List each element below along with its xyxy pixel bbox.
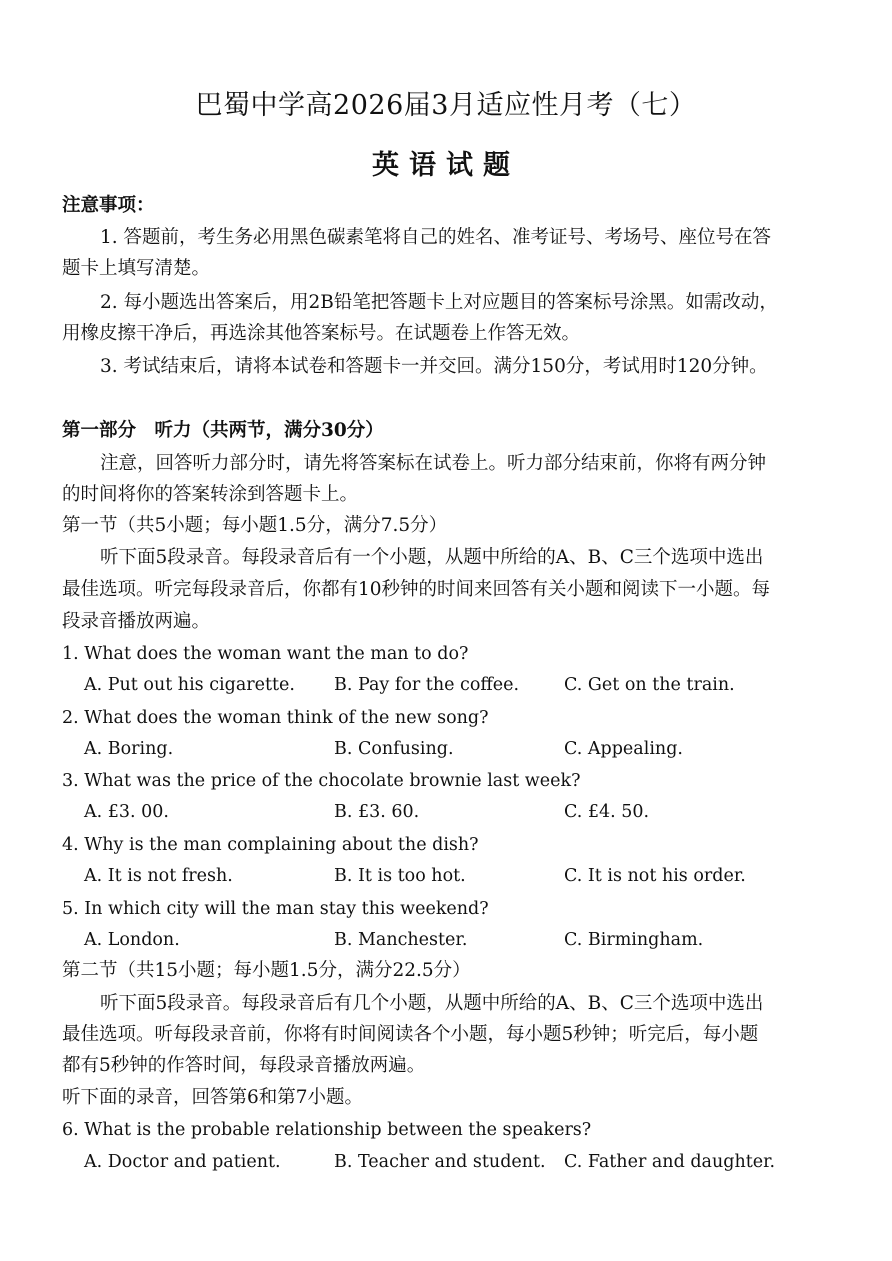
- question-6-option-c: C. Father and daughter.: [564, 1152, 776, 1172]
- question-5-option-a: A. London.: [84, 930, 180, 950]
- section2-instruction-line-2: 最佳选项。听每段录音前，你将有时间阅读各个小题，每小题5秒钟；听完后，每小题: [62, 1024, 759, 1045]
- question-5-option-b: B. Manchester.: [334, 930, 468, 950]
- exam-subject: 英语试题: [372, 150, 520, 181]
- notice-item-1-line-1: 1. 答题前，考生务必用黑色碳素笔将自己的姓名、准考证号、考场号、座位号在答: [100, 227, 772, 248]
- section2-heading: 第二节（共15小题；每小题1.5分，满分22.5分）: [62, 960, 471, 981]
- question-3-option-c: C. £4. 50.: [564, 802, 650, 822]
- question-2-option-b: B. Confusing.: [334, 739, 454, 759]
- question-3: 3. What was the price of the chocolate brownie last week?: [62, 771, 581, 791]
- notice-item-3: 3. 考试结束后，请将本试卷和答题卡一并交回。满分150分，考试用时120分钟。: [100, 356, 768, 377]
- question-5: 5. In which city will the man stay this weekend?: [62, 899, 489, 919]
- section2-sub-instruction: 听下面的录音，回答第6和第7小题。: [62, 1087, 364, 1108]
- question-4-option-a: A. It is not fresh.: [84, 866, 233, 886]
- question-6-option-b: B. Teacher and student.: [334, 1152, 546, 1172]
- part1-heading: 第一部分 听力（共两节，满分30分）: [62, 420, 384, 441]
- section2-instruction-line-3: 都有5秒钟的作答时间，每段录音播放两遍。: [62, 1055, 426, 1076]
- notice-heading: 注意事项：: [62, 195, 155, 216]
- section1-heading: 第一节（共5小题；每小题1.5分，满分7.5分）: [62, 515, 448, 536]
- section1-instruction-line-1: 听下面5段录音。每段录音后有一个小题，从题中所给的A、B、C三个选项中选出: [100, 547, 764, 568]
- question-6: 6. What is the probable relationship between the speakers?: [62, 1120, 592, 1140]
- question-2: 2. What does the woman think of the new song?: [62, 708, 489, 728]
- section2-instruction-line-1: 听下面5段录音。每段录音后有几个小题，从题中所给的A、B、C三个选项中选出: [100, 993, 764, 1014]
- part1-note-line-1: 注意，回答听力部分时，请先将答案标在试卷上。听力部分结束前，你将有两分钟: [100, 453, 767, 474]
- question-2-option-c: C. Appealing.: [564, 739, 683, 759]
- question-4-option-b: B. It is too hot.: [334, 866, 466, 886]
- question-1-option-c: C. Get on the train.: [564, 675, 735, 695]
- question-1: 1. What does the woman want the man to do?: [62, 644, 469, 664]
- notice-item-2-line-2: 用橡皮擦干净后，再选涂其他答案标号。在试题卷上作答无效。: [62, 323, 581, 344]
- question-2-option-a: A. Boring.: [84, 739, 174, 759]
- question-5-option-c: C. Birmingham.: [564, 930, 704, 950]
- exam-title: 巴蜀中学高2026届3月适应性月考（七）: [195, 90, 697, 121]
- question-3-option-b: B. £3. 60.: [334, 802, 420, 822]
- notice-item-1-line-2: 题卡上填写清楚。: [62, 258, 211, 279]
- section1-instruction-line-2: 最佳选项。听完每段录音后，你都有10秒钟的时间来回答有关小题和阅读下一小题。每: [62, 579, 771, 600]
- question-4: 4. Why is the man complaining about the dish?: [62, 835, 479, 855]
- question-1-option-b: B. Pay for the coffee.: [334, 675, 520, 695]
- question-1-option-a: A. Put out his cigarette.: [84, 675, 295, 695]
- notice-item-2-line-1: 2. 每小题选出答案后，用2B铅笔把答题卡上对应题目的答案标号涂黑。如需改动，: [100, 292, 778, 313]
- part1-note-line-2: 的时间将你的答案转涂到答题卡上。: [62, 484, 359, 505]
- section1-instruction-line-3: 段录音播放两遍。: [62, 611, 211, 632]
- question-4-option-c: C. It is not his order.: [564, 866, 746, 886]
- question-6-option-a: A. Doctor and patient.: [84, 1152, 281, 1172]
- question-3-option-a: A. £3. 00.: [84, 802, 169, 822]
